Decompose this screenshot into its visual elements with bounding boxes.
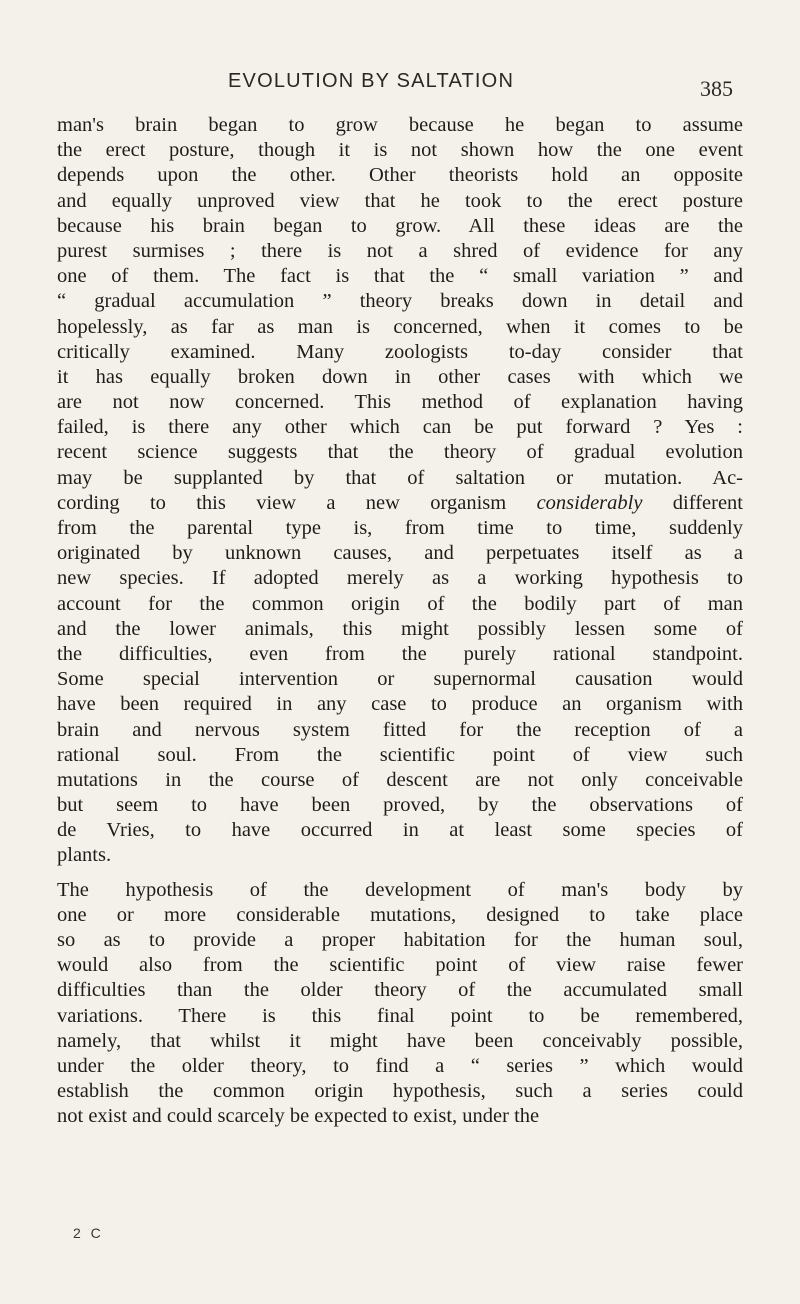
- text-line: man's brain began to grow because he began to assume: [57, 114, 743, 136]
- text-line: have been required in any case to produce an organism with: [57, 693, 743, 716]
- running-title: EVOLUTION BY SALTATION: [228, 70, 515, 92]
- text-line: variations. There is this final point to be remembered,: [57, 1004, 743, 1027]
- text-line: but seem to have been proved, by the observations of: [57, 794, 743, 817]
- text-line: critically examined. Many zoologists to-day consider that: [57, 340, 743, 363]
- text-line: may be supplanted by that of saltation or mutation. Ac-: [57, 466, 743, 489]
- text-line: one of them. The fact is that the “ small variation ” and: [57, 265, 743, 288]
- text-line: from the parental type is, from time to time, suddenly: [57, 517, 743, 539]
- text-line: originated by unknown causes, and perpetuates itself as a: [57, 542, 743, 565]
- text-line: and the lower animals, this might possibly lessen some of: [57, 617, 743, 640]
- text-line: recent science suggests that the theory of gradual evolution: [57, 441, 743, 464]
- text-line: because his brain began to grow. All these ideas are the: [57, 214, 743, 237]
- text-line: plants.: [57, 844, 112, 867]
- text-line: new species. If adopted merely as a working hypothesis to: [57, 567, 743, 590]
- text-line: “ gradual accumulation ” theory breaks down in detail and: [57, 290, 743, 313]
- text-line: depends upon the other. Other theorists hold an opposite: [57, 164, 743, 187]
- text-line: the erect posture, though it is not shown how the one event: [57, 139, 743, 162]
- text-line: failed, is there any other which can be put forward ? Yes :: [57, 416, 743, 439]
- body-text: [57, 113, 743, 1130]
- text-line: The hypothesis of the development of man's body by: [57, 878, 743, 901]
- text-line: de Vries, to have occurred in at least some species of: [57, 819, 743, 842]
- text-line: namely, that whilst it might have been conceivably possible,: [57, 1029, 743, 1052]
- text-line: brain and nervous system fitted for the reception of a: [57, 718, 743, 741]
- text-line: are not now concerned. This method of explanation having: [57, 391, 743, 414]
- text-line: not exist and could scarcely be expected to exist, under the: [57, 1105, 540, 1128]
- text-line: and equally unproved view that he took to the erect posture: [57, 189, 743, 212]
- running-head: [0, 66, 800, 102]
- page-number: 385: [700, 76, 733, 101]
- text-line: establish the common origin hypothesis, such a series could: [57, 1080, 743, 1103]
- text-line: cording to this view a new organism considerably different: [57, 491, 744, 514]
- emphasis: considerably: [536, 491, 643, 514]
- paragraph: [57, 113, 743, 869]
- text-line: so as to provide a proper habitation for the human soul,: [57, 929, 743, 951]
- text-line: hopelessly, as far as man is concerned, when it comes to be: [57, 315, 743, 338]
- text-line: the difficulties, even from the purely rational standpoint.: [57, 642, 743, 665]
- text-line: one or more considerable mutations, designed to take place: [57, 903, 743, 926]
- signature-mark: 2 C: [73, 1225, 104, 1241]
- text-line: purest surmises ; there is not a shred of evidence for any: [57, 239, 743, 262]
- text-line: difficulties than the older theory of the accumulated small: [57, 979, 743, 1002]
- text-line: rational soul. From the scientific point of view such: [57, 743, 743, 766]
- text-line: Some special intervention or supernormal causation would: [57, 668, 743, 691]
- text-line: account for the common origin of the bodily part of man: [57, 592, 743, 615]
- text-line: would also from the scientific point of view raise fewer: [57, 954, 743, 977]
- text-line: mutations in the course of descent are not only conceivable: [57, 768, 743, 791]
- text-line: it has equally broken down in other cases with which we: [57, 365, 743, 388]
- text-line: under the older theory, to find a “ series ” which would: [57, 1054, 743, 1077]
- paragraph: [57, 878, 743, 1130]
